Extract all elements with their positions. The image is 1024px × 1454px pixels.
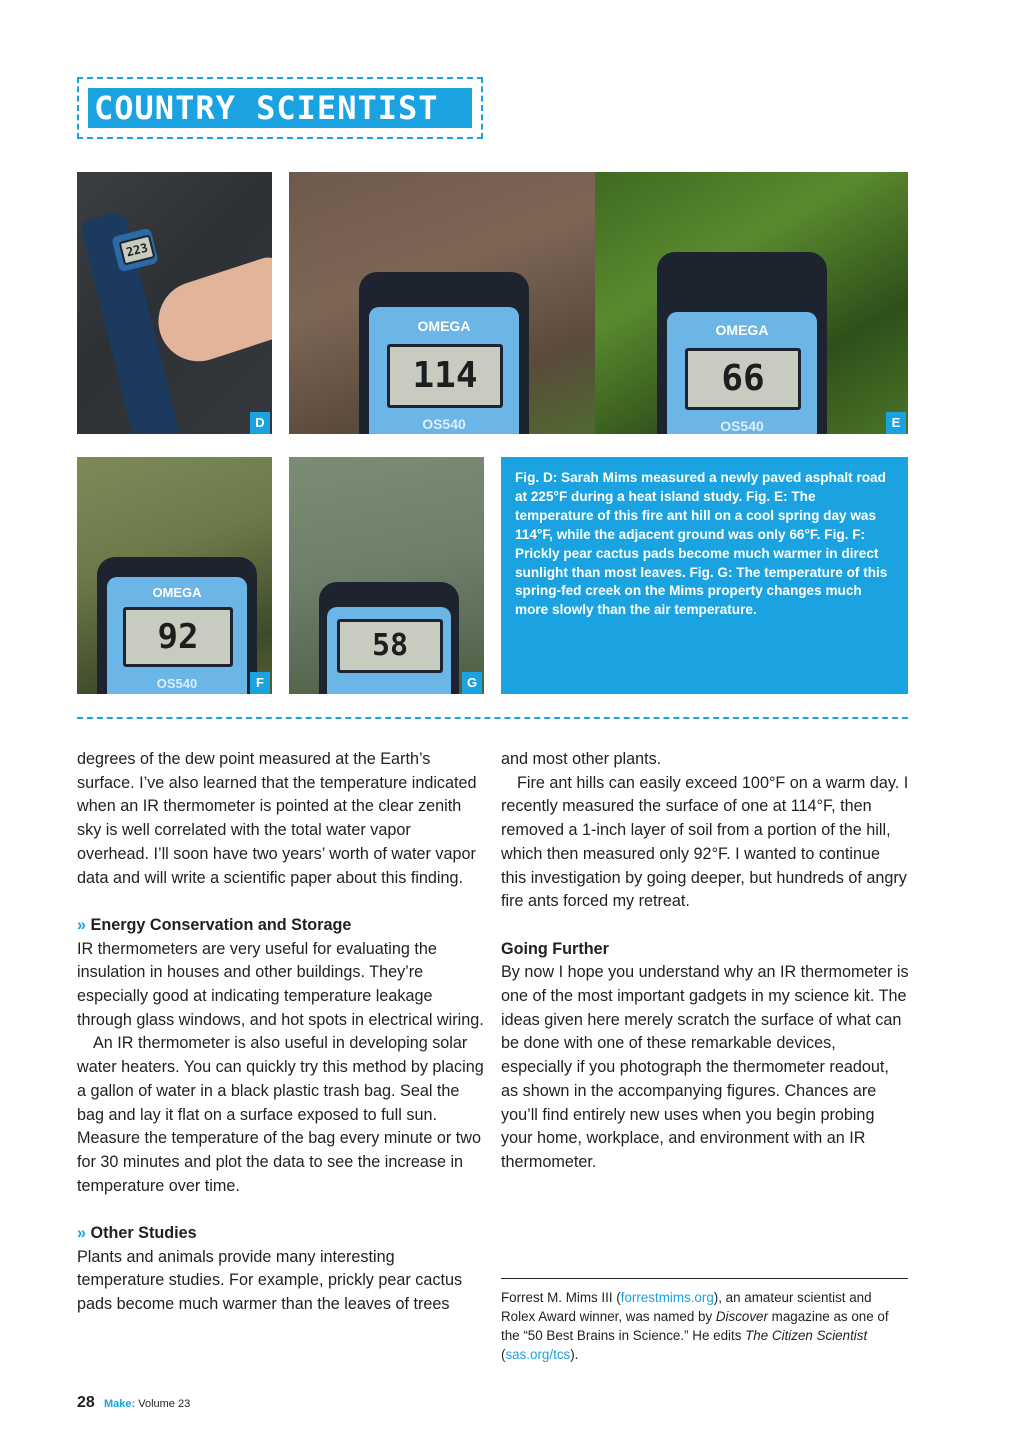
section-header [77,77,483,139]
body-paragraph: By now I hope you understand why an IR thermometer is one of the most important gadgets in my science kit. The ideas given here merely scratch the surface of what can be done with one of these remarkable devices, especially if you photograph the thermometer readout, as shown in the accompanying figures. Chances are you’ll find entirely new uses when you begin probing your home, workplace, and environment with an IR thermometer. [501,963,909,1171]
figure-label-e: E [886,412,906,434]
figure-caption: Fig. D: Sarah Mims measured a newly paved asphalt road at 225°F during a heat island study. Fig. E: The temperature of this fire ant hill on a cool spring day was 114°F, while the adjacent ground was only 66°F. Fig. F: Prickly pear cactus pads become much warmer in direct sunlight than most leaves. Fig. G: The temperature of this spring-fed creek on the Mims property changes much more slowly than the air temperature. [515,470,888,618]
photo-e-anthill [289,172,595,434]
chevron-marker-icon: » [77,1224,87,1243]
page-footer [77,1394,190,1412]
meter-model: OS540 [156,676,198,691]
bio-text: Forrest M. Mims III ( [501,1290,621,1305]
section-divider [77,717,908,719]
meter-model: OS540 [720,418,764,434]
body-paragraph: degrees of the dew point measured at the Earth’s surface. I’ve also learned that the temperature indicated when an IR thermometer is pointed at the clear zenith sky is well correlated with the total water vapor overhead. I’ll soon have two years’ worth of water vapor data and will write a scientific paper about this finding. [77,750,477,887]
meter-model: OS540 [422,416,466,432]
figure-label-f: F [250,672,270,694]
bio-text: ), an amateur scientist and Rolex Award winner, was named by [501,1290,872,1324]
body-paragraph: IR thermometers are very useful for evaluating the insulation in houses and other buildings. They’re especially good at indicating temperature leakage through glass windows, and hot spots in electrical wiring. [77,939,484,1029]
bio-rule [501,1278,908,1279]
meter-display: 223 [119,234,156,265]
page-number: 28 [77,1394,95,1411]
subheading-going-further: Going Further [501,939,609,958]
hand [148,252,272,371]
subheading-text: Energy Conservation and Storage [90,915,352,934]
publication-link[interactable]: sas.org/tcs [505,1347,571,1362]
magazine-name: Discover [715,1309,768,1324]
meter-brand: OMEGA [715,322,769,338]
figure-caption-box [501,457,908,694]
section-title: COUNTRY SCIENTIST [88,88,472,128]
volume-label: Volume 23 [138,1398,191,1410]
body-paragraph: Fire ant hills can easily exceed 100°F on a warm day. I recently measured the surface of one at 114°F, then removed a 1-inch layer of soil from a portion of the hill, which then measured only 92°F. I wanted to continue this investigation by going deeper, but hundreds of angry fire ants forced my retreat. [501,773,909,911]
meter-brand: OMEGA [417,318,471,334]
meter-display: 58 [337,619,443,673]
meter-display: 92 [123,607,233,667]
bio-text: ). [570,1347,579,1362]
subheading-text: Other Studies [90,1224,197,1243]
right-column [501,748,909,1175]
meter-display: 66 [685,348,801,410]
body-paragraph: and most other plants. [501,750,662,768]
chevron-marker-icon: » [77,915,87,934]
photo-f-cactus [77,457,272,694]
meter-display: 114 [387,344,503,408]
photo-e-grass [595,172,908,434]
subheading-other-studies [77,1222,485,1246]
figure-label-g: G [462,672,482,694]
body-paragraph: Plants and animals provide many interesting temperature studies. For example, prickly pear cactus pads become much warmer than the leaves of trees [77,1247,463,1314]
meter-brand: OMEGA [152,585,202,600]
author-bio [501,1288,908,1364]
body-paragraph: An IR thermometer is also useful in developing solar water heaters. You can quickly try this method by placing a gallon of water in a black plastic trash bag. Seal the bag and lay it flat on a surface exposed to full sun. Measure the temperature of the bag every minute or two for 30 minutes and plot the data to see the increase in temperature over time. [77,1034,484,1195]
photo-d-asphalt [77,172,272,434]
bio-text: magazine as one of the “50 Best Brains in Science.” He edits [501,1309,889,1343]
author-website-link[interactable]: forrestmims.org [620,1290,714,1305]
photo-g-creek [289,457,484,694]
subheading-energy [77,914,485,938]
magazine-logo: Make: [103,1398,136,1410]
publication-name: The Citizen Scientist [745,1328,868,1343]
left-column [77,748,485,1317]
figure-label-d: D [250,412,270,434]
bio-text: ( [501,1347,506,1362]
